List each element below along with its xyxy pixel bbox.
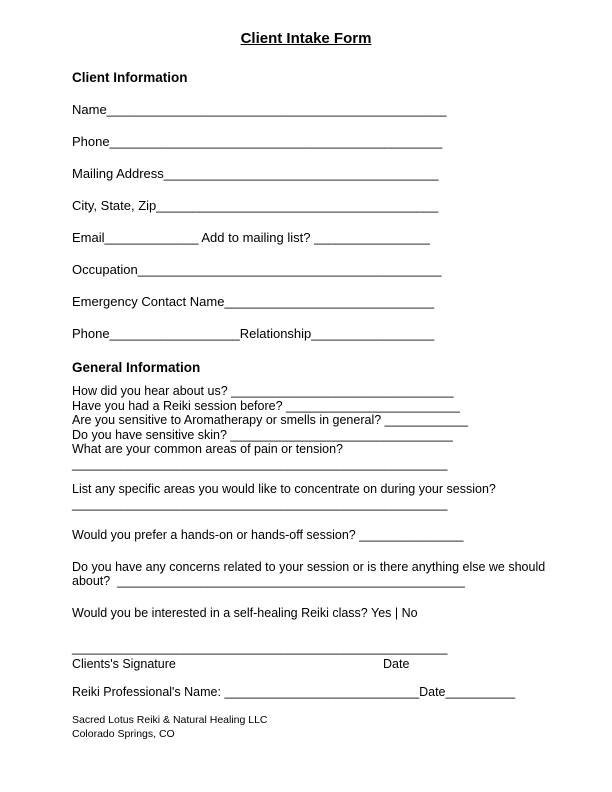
field-phone-line: Phone______________________________________________ bbox=[72, 134, 443, 149]
field-city-state-zip-line: City, State, Zip_______________________________________ bbox=[72, 198, 439, 213]
answer-line-concentrate-areas: ______________________________________________________ bbox=[72, 496, 448, 511]
signature-date-label: Date bbox=[383, 656, 410, 671]
question-pain-or-tension: What are your common areas of pain or tension? bbox=[72, 442, 343, 456]
question-self-healing-class: Would you be interested in a self-healing Reiki class? Yes | No bbox=[72, 605, 418, 620]
question-how-did-you-hear: How did you hear about us? ________________________________ bbox=[72, 384, 454, 398]
professional-name-line: Reiki Professional's Name: ____________________________Date__________ bbox=[72, 684, 516, 699]
client-signature-line: ______________________________________________________ bbox=[72, 641, 448, 655]
question-aromatherapy-sensitive: Are you sensitive to Aromatherapy or smells in general? ____________ bbox=[72, 413, 469, 427]
field-phone-relationship-line: Phone__________________Relationship_________________ bbox=[72, 326, 435, 341]
client-signature-label: Clients's Signature bbox=[72, 656, 176, 671]
field-emergency-contact-line: Emergency Contact Name_____________________________ bbox=[72, 294, 435, 309]
footer-location: Colorado Springs, CO bbox=[72, 728, 175, 740]
field-email-mailing-list-line: Email_____________ Add to mailing list? ________________ bbox=[72, 230, 430, 245]
question-other-concerns-continued: about? __________________________________________________ bbox=[72, 574, 465, 588]
general-information-heading: General Information bbox=[72, 360, 201, 375]
question-sensitive-skin: Do you have sensitive skin? ________________________________ bbox=[72, 427, 453, 442]
question-hands-on-or-off: Would you prefer a hands-on or hands-off session? _______________ bbox=[72, 528, 464, 542]
field-mailing-address-line: Mailing Address______________________________________ bbox=[72, 166, 439, 181]
question-reiki-session-before: Have you had a Reiki session before? _________________________ bbox=[72, 398, 460, 413]
signature-label-row bbox=[72, 657, 552, 672]
client-information-heading: Client Information bbox=[72, 70, 188, 85]
field-name-line: Name_______________________________________________ bbox=[72, 102, 447, 117]
footer-company-name: Sacred Lotus Reiki & Natural Healing LLC bbox=[72, 714, 268, 726]
question-other-concerns: Do you have any concerns related to your session or is there anything else we should bbox=[72, 559, 546, 574]
form-title: Client Intake Form bbox=[240, 30, 372, 47]
page-footer bbox=[72, 713, 268, 741]
field-occupation-line: Occupation__________________________________________ bbox=[72, 262, 442, 277]
question-concentrate-areas: List any specific areas you would like to concentrate on during your session? bbox=[72, 482, 496, 496]
answer-line-pain-or-tension: ______________________________________________________ bbox=[72, 456, 448, 471]
